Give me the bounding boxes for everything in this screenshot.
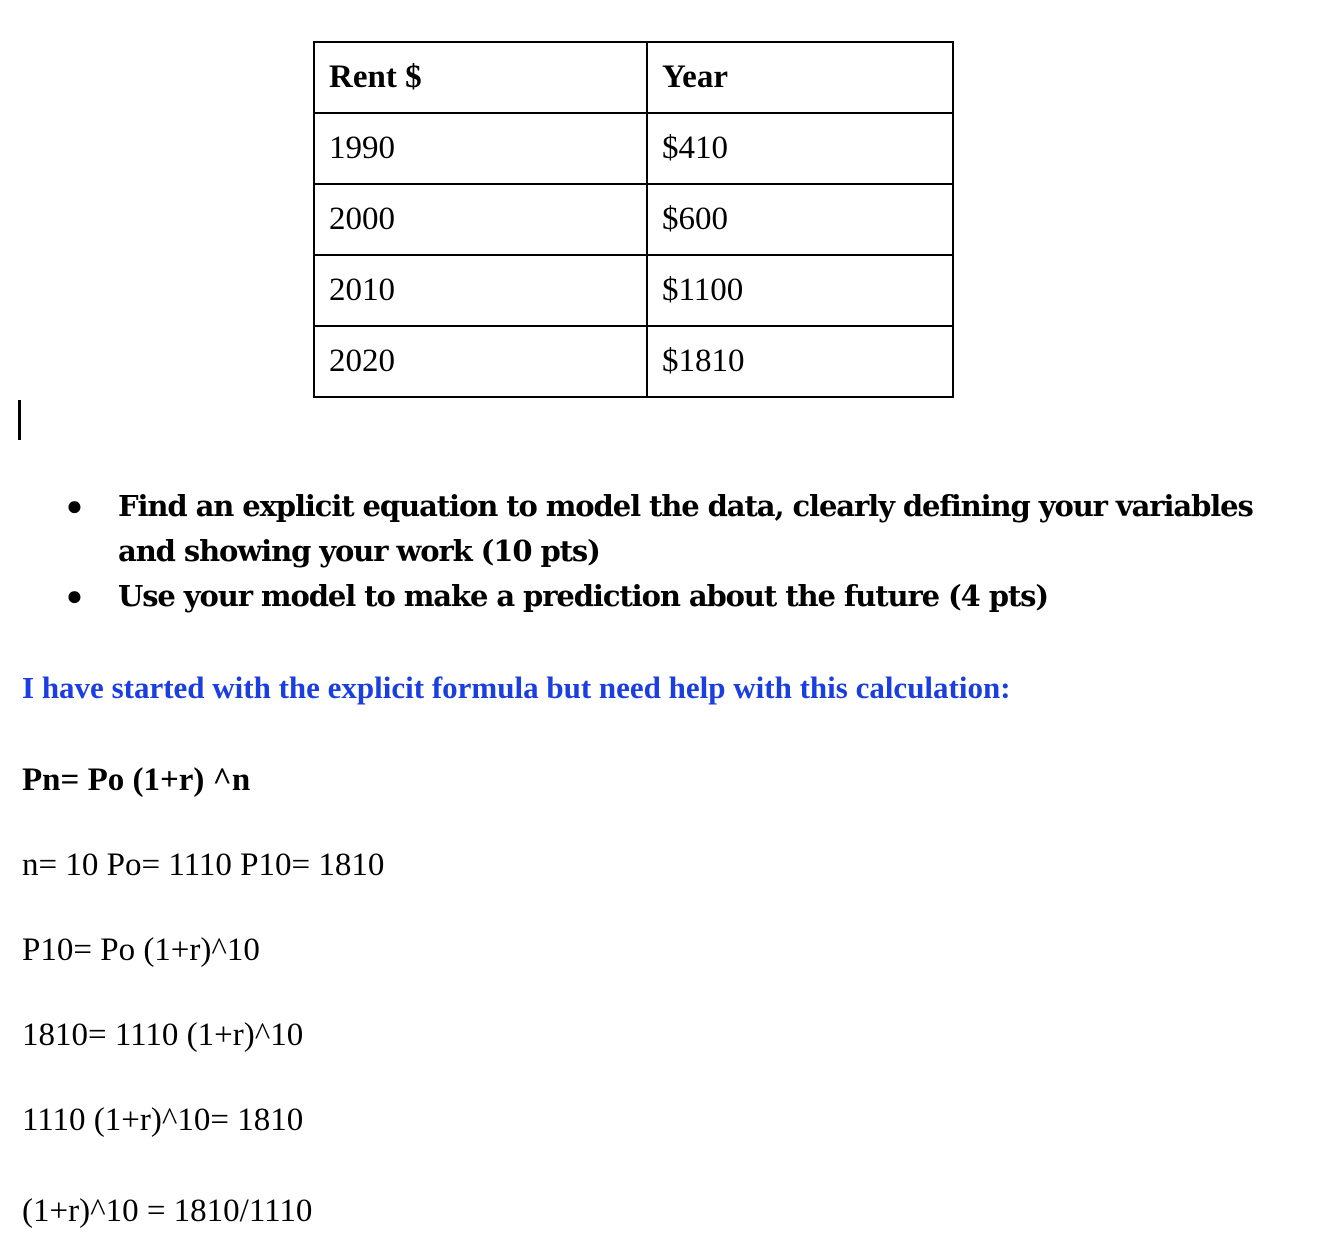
table-cell: $410 (647, 113, 953, 184)
header-rent: Rent $ (314, 42, 647, 113)
task-text: Find an explicit equation to model the data, clearly defining your variables and showing your work (10 pts) (118, 489, 1253, 568)
table-cell: 2000 (314, 184, 647, 255)
rent-table (313, 41, 954, 398)
table-cell: $600 (647, 184, 953, 255)
list-item (66, 484, 1298, 574)
task-text: Use your model to make a prediction about the future (4 pts) (118, 579, 1049, 613)
work-line: P10= Po (1+r)^10 (22, 932, 260, 968)
table-header-row (314, 42, 953, 113)
formula-general: Pn= Po (1+r) ^n (22, 762, 251, 798)
table-row (314, 326, 953, 397)
table-cell: $1810 (647, 326, 953, 397)
table-row (314, 113, 953, 184)
help-note: I have started with the explicit formula but need help with this calculation: (22, 670, 1011, 705)
bullet-icon: ● (66, 581, 82, 612)
work-line: n= 10 Po= 1110 P10= 1810 (22, 847, 385, 883)
table-row (314, 184, 953, 255)
list-item (66, 574, 1298, 619)
table-cell: 1990 (314, 113, 647, 184)
table-row (314, 255, 953, 326)
work-line: 1110 (1+r)^10= 1810 (22, 1102, 304, 1138)
task-list (66, 484, 1298, 619)
bullet-icon: ● (66, 491, 82, 522)
work-line: (1+r)^10 = 1810/1110 (22, 1193, 313, 1229)
table-cell: 2010 (314, 255, 647, 326)
table-cell: 2020 (314, 326, 647, 397)
work-line: 1810= 1110 (1+r)^10 (22, 1017, 304, 1053)
table-cell: $1100 (647, 255, 953, 326)
text-cursor (18, 400, 21, 440)
header-year: Year (647, 42, 953, 113)
